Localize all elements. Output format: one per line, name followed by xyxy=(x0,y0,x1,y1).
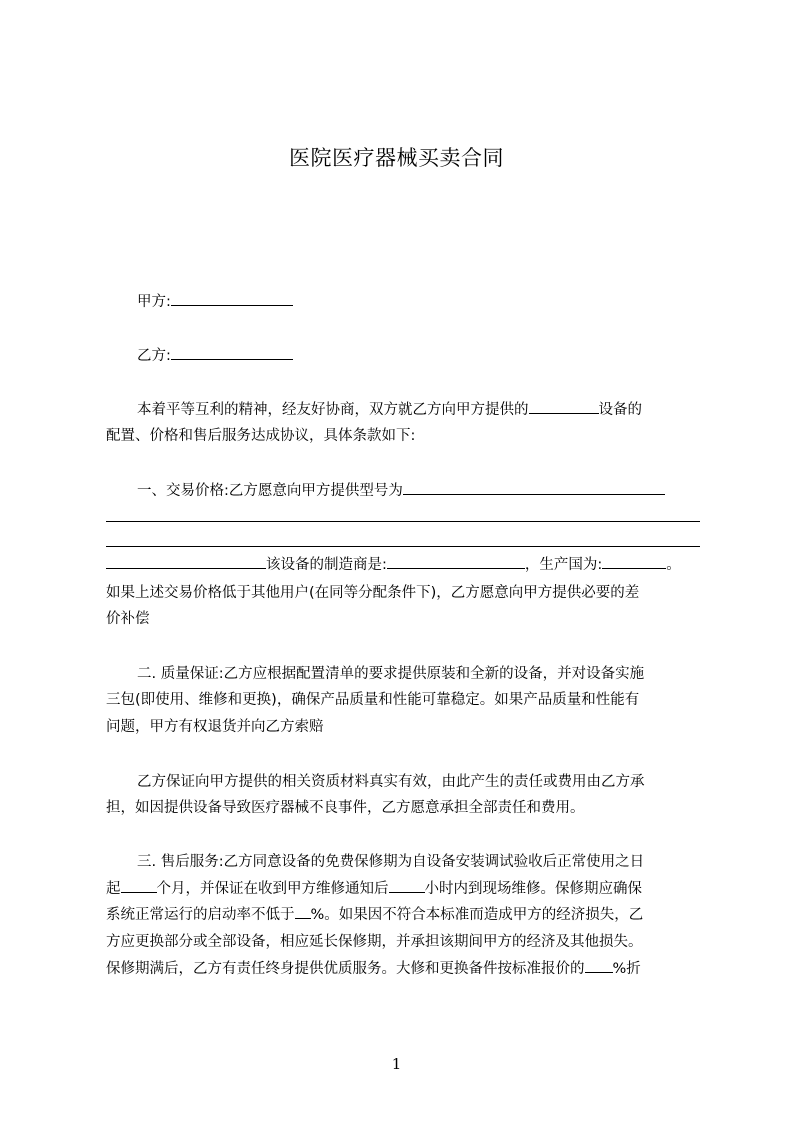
page-number: 1 xyxy=(391,1055,402,1073)
intro-text-a: 本着平等互利的精神，经友好协商，双方就乙方向甲方提供的 xyxy=(137,402,529,418)
clause1-line-4 xyxy=(106,555,681,575)
clause3-text-d: 系统正常运行的启动率不低于 xyxy=(106,907,295,923)
clause2b-line-1: 乙方保证向甲方提供的相关资质材料真实有效，由此产生的责任或费用由乙方承 xyxy=(137,774,645,790)
discount-blank xyxy=(585,971,613,973)
months-blank xyxy=(121,891,157,893)
clause3-text-g: %折 xyxy=(612,961,641,977)
model-rule-1 xyxy=(106,521,700,522)
clause3-line-3 xyxy=(106,905,643,925)
maker-label: 该设备的制造商是: xyxy=(266,557,387,573)
model-rule-2 xyxy=(106,546,700,547)
clause2-line-3: 问题，甲方有权退货并向乙方索赔 xyxy=(106,719,324,735)
document-title: 医院医疗器械买卖合同 xyxy=(289,146,504,170)
clause1-line-6: 价补偿 xyxy=(106,611,150,627)
clause3-line-1: 三. 售后服务:乙方同意设备的免费保修期为自设备安装调试验收后正常使用之日 xyxy=(137,854,645,870)
intro-line-1 xyxy=(137,400,642,420)
clause1-end: 。 xyxy=(666,557,681,573)
clause3-text-c: 小时内到现场维修。保修期应确保 xyxy=(424,881,642,897)
clause3-line-4: 方应更换部分或全部设备，相应延长保修期，并承担该期间甲方的经济及其他损失。 xyxy=(106,934,643,950)
equipment-blank xyxy=(529,412,599,414)
clause3-text-a: 起 xyxy=(106,881,121,897)
intro-text-b: 设备的 xyxy=(598,402,642,418)
party-a-blank xyxy=(171,304,293,306)
clause3-line-5 xyxy=(106,959,641,979)
startup-rate-blank xyxy=(295,917,311,919)
clause1-text: 一、交易价格:乙方愿意向甲方提供型号为 xyxy=(137,483,403,499)
clause2b-line-2: 担，如因提供设备导致医疗器械不良事件，乙方愿意承担全部责任和费用。 xyxy=(106,800,585,816)
country-label: ，生产国为: xyxy=(524,557,603,573)
party-a-label: 甲方: xyxy=(137,294,171,310)
party-b-line xyxy=(137,346,293,366)
clause1-line-5: 如果上述交易价格低于其他用户(在同等分配条件下)，乙方愿意向甲方提供必要的差 xyxy=(106,585,640,601)
intro-line-2: 配置、价格和售后服务达成协议，具体条款如下: xyxy=(106,428,416,444)
clause3-text-f: 保修期满后，乙方有责任终身提供优质服务。大修和更换备件按标准报价的 xyxy=(106,961,585,977)
party-b-blank xyxy=(171,358,293,360)
party-a-line xyxy=(137,292,293,312)
model-blank-end xyxy=(106,567,266,569)
clause2-line-2: 三包(即使用、维修和更换)，确保产品质量和性能可靠稳定。如果产品质量和性能有 xyxy=(106,692,640,708)
hours-blank xyxy=(389,891,425,893)
model-blank xyxy=(403,493,665,495)
clause3-text-b: 个月，并保证在收到甲方维修通知后 xyxy=(156,881,389,897)
maker-blank xyxy=(387,567,525,569)
party-b-label: 乙方: xyxy=(137,348,171,364)
clause3-text-e: %。如果因不符合本标准而造成甲方的经济损失，乙 xyxy=(310,907,644,923)
clause3-line-2 xyxy=(106,879,642,899)
country-blank xyxy=(602,567,666,569)
clause2-line-1: 二. 质量保证:乙方应根据配置清单的要求提供原装和全新的设备，并对设备实施 xyxy=(137,666,645,682)
clause1-line-1 xyxy=(137,481,665,501)
